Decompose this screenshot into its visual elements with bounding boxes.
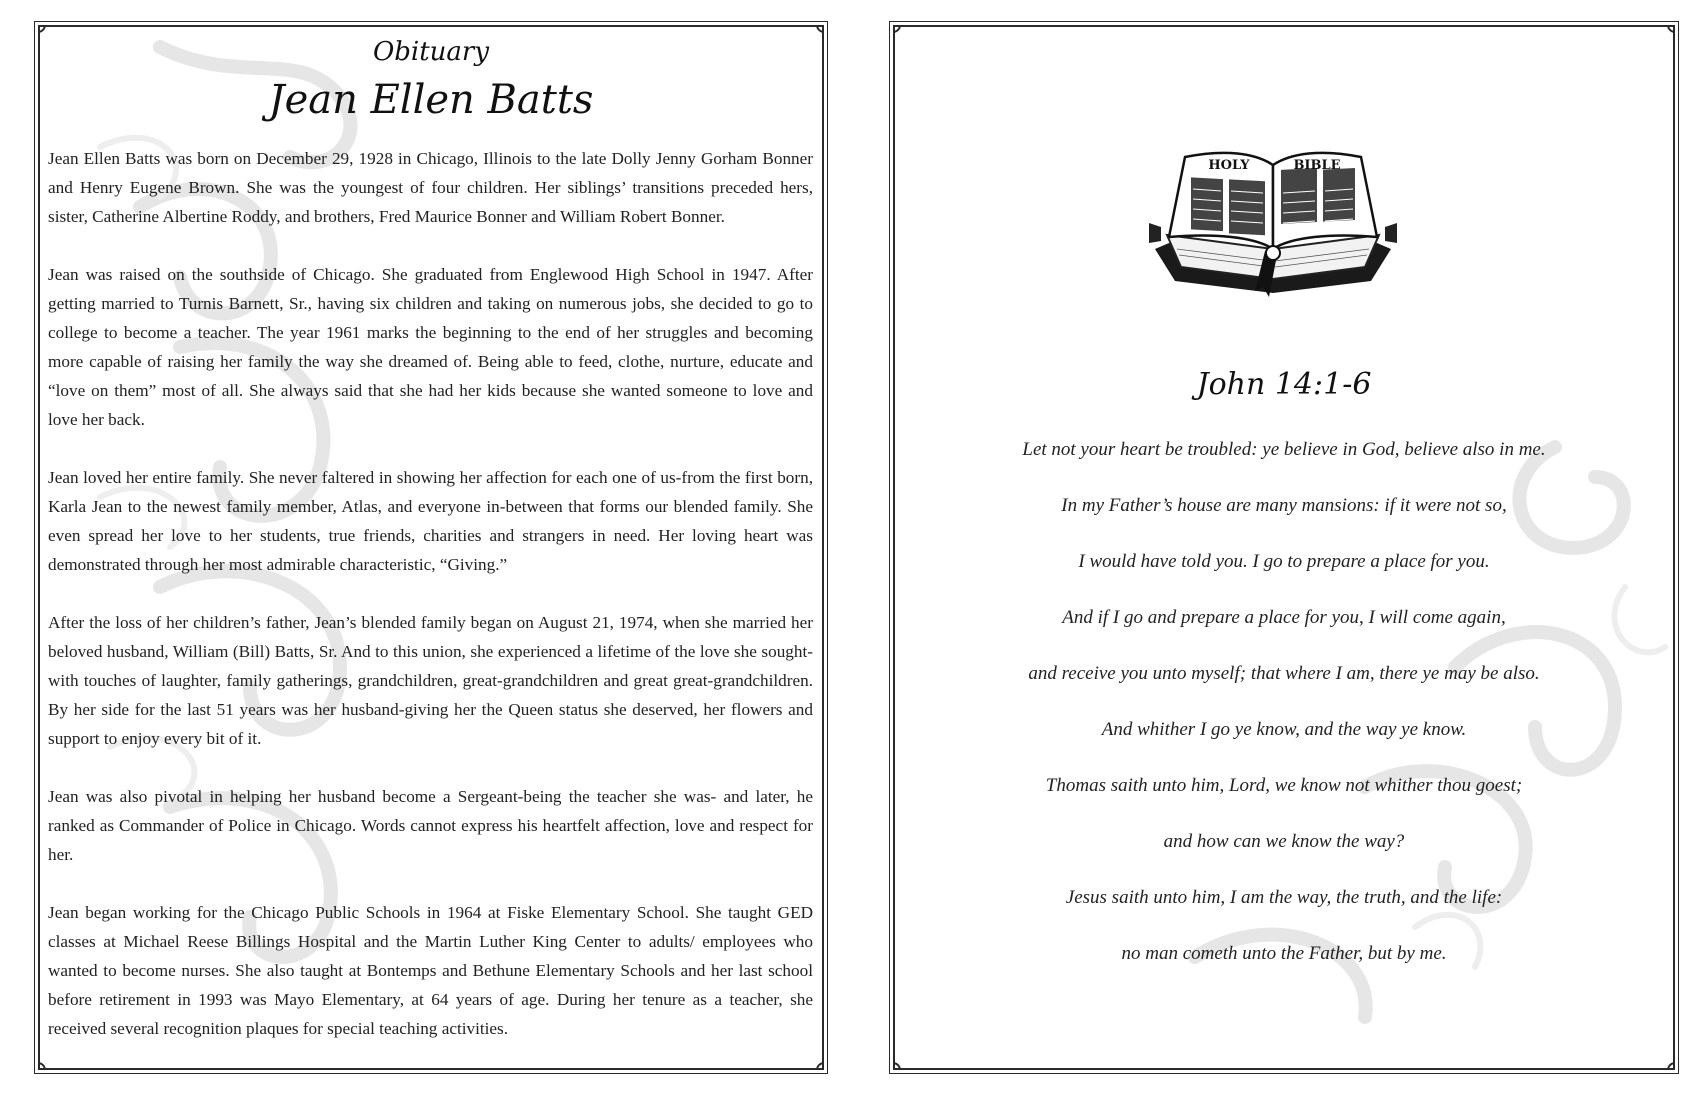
obituary-paragraph: Jean loved her entire family. She never faltered in showing her affection for each one of us-from the first born, Karla Jean to the newest family member, Atlas, and everyone in-between that forms our blended family. She even spread her love to her students, true friends, charities and strangers in need. Her loving heart was demonstrated through her most admirable characteristic, “Giving.” bbox=[48, 468, 813, 574]
scripture-reference: John 14:1-6 bbox=[1196, 367, 1372, 402]
obituary-page bbox=[38, 25, 824, 1070]
obituary-label: Obituary bbox=[372, 37, 490, 67]
obituary-paragraph: Jean began working for the Chicago Public Schools in 1964 at Fiske Elementary School. She taught GED classes at Michael Reese Billings Hospital and the Martin Luther King Center to adults/ employees who wanted to become nurses. She also taught at Bontemps and Bethune Elementary Schools and her last school before retirement in 1993 was Mayo Elementary, at 64 years of age. During her tenure as a teacher, she received several recognition plaques for special teaching activities. bbox=[48, 903, 813, 1038]
frame-corner bbox=[893, 25, 907, 39]
scripture-line: And if I go and prepare a place for you, I will come again, bbox=[1062, 607, 1506, 628]
scripture-line: In my Father’s house are many mansions: if it were not so, bbox=[1061, 495, 1507, 516]
scripture-line: Thomas saith unto him, Lord, we know not whither thou goest; bbox=[1045, 775, 1523, 796]
bible-right-title: BIBLE bbox=[1293, 158, 1341, 173]
scripture-page bbox=[893, 25, 1675, 1070]
scripture-line: I would have told you. I go to prepare a place for you. bbox=[1078, 551, 1490, 572]
obituary-paragraph: After the loss of her children’s father, Jean’s blended family began on August 21, 1974, when she married her beloved husband, William (Bill) Batts, Sr. And to this union, she experienced a lifetime of the love she sought-with touches of laughter, family gatherings, grandchildren, great-grandchildren and great great-grandchildren. By her side for the last 51 years was her husband-giving her the Queen status she deserved, her flowers and support to enjoy every bit of it. bbox=[48, 613, 813, 748]
obituary-text bbox=[48, 144, 813, 1070]
obituary-paragraph: Jean was also pivotal in helping her husband become a Sergeant-being the teacher she was- and later, he ranked as Commander of Police in Chicago. Words cannot express his heartfelt affection, love and respect for her. bbox=[48, 787, 813, 864]
scripture-line: and receive you unto myself; that where I am, there ye may be also. bbox=[1028, 663, 1540, 684]
scripture-line: no man cometh unto the Father, but by me. bbox=[1121, 943, 1447, 964]
obituary-paragraph: Jean Ellen Batts was born on December 29, 1928 in Chicago, Illinois to the late Dolly Jenny Gorham Bonner and Henry Eugene Brown. She was the youngest of four children. Her siblings’ transitions preceded hers, sister, Catherine Albertine Roddy, and brothers, Fred Maurice Bonner and William Robert Bonner. bbox=[48, 149, 813, 226]
scripture-line: and how can we know the way? bbox=[1163, 831, 1405, 852]
deceased-name: Jean Ellen Batts bbox=[268, 77, 594, 123]
bible-left-title: HOLY bbox=[1208, 158, 1250, 173]
frame-corner bbox=[893, 1056, 907, 1070]
scripture-passage bbox=[895, 439, 1673, 999]
scripture-line: Jesus saith unto him, I am the way, the truth, and the life: bbox=[1065, 887, 1503, 908]
holy-bible-icon bbox=[1145, 131, 1401, 301]
frame-corner bbox=[1661, 25, 1675, 39]
frame-corner bbox=[1661, 1056, 1675, 1070]
scripture-line: And whither I go ye know, and the way ye know. bbox=[1101, 719, 1467, 740]
scripture-line: Let not your heart be troubled: ye believe in God, believe also in me. bbox=[1022, 439, 1546, 460]
obituary-paragraph: Jean was raised on the southside of Chicago. She graduated from Englewood High School in 1947. After getting married to Turnis Barnett, Sr., having six children and taking on numerous jobs, she decided to go to college to become a teacher. The year 1961 marks the beginning to the end of her struggles and becoming more capable of raising her family the way she dreamed of. Being able to feed, clothe, nurture, educate and “love on them” most of all. She always said that she had her kids because she wanted someone to love and love her back. bbox=[48, 265, 813, 429]
